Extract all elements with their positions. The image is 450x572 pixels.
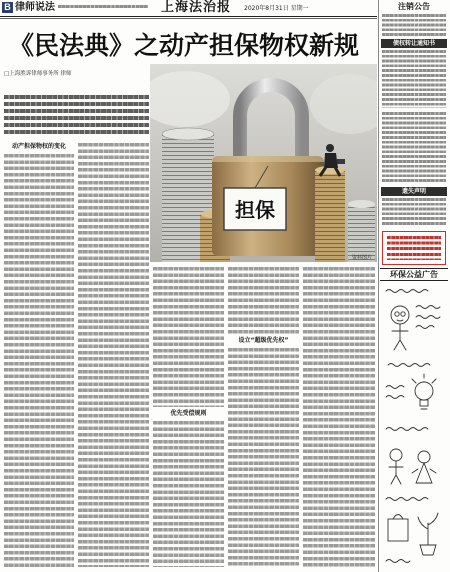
- article-column-3b: [153, 421, 224, 567]
- editor-info-line: [58, 5, 148, 10]
- paper-name: 上海法治报: [161, 0, 232, 15]
- article-column-3a: [153, 267, 224, 407]
- cartoon-people-icon: [389, 449, 436, 484]
- article-photo: [150, 64, 377, 262]
- lock-label-text: 担保: [235, 198, 275, 222]
- article-column-4a: [228, 267, 299, 334]
- subhead-changes: 动产担保物权的变化: [11, 143, 66, 150]
- advertising-contact-box: [382, 231, 446, 265]
- photo-caption: 资料图片: [352, 255, 373, 261]
- hand-drawn-cartoon-icons: [380, 283, 448, 568]
- sidebar-divider: [378, 0, 379, 572]
- article-headline: 《民法典》之动产担保物权新规: [9, 31, 360, 60]
- handwriting-squiggle: [386, 290, 428, 293]
- cancellation-notice-title: 注销公告: [398, 2, 430, 11]
- reusable-bag-icon: [388, 515, 408, 542]
- loss-statement-title: 遗失声明: [381, 187, 447, 196]
- page-logo: B: [2, 2, 13, 13]
- article-column-1: [4, 154, 74, 567]
- issue-date: 2020年8月31日 星期一: [244, 5, 309, 12]
- light-bulb-icon: [412, 374, 436, 409]
- debt-transfer-notice-text: [382, 50, 446, 108]
- loss-statement-text: [382, 198, 446, 227]
- header-rule: [0, 16, 377, 17]
- coin-stack-far-right: [348, 200, 375, 262]
- subhead-super-priority: 设立“超级优先权”: [238, 337, 289, 344]
- cancellation-notice-text: [382, 14, 446, 37]
- article-lead: [4, 95, 149, 137]
- public-ad-title: 环保公益广告: [380, 268, 448, 281]
- article-column-5: [303, 267, 375, 567]
- advertising-contact-text: [387, 236, 441, 260]
- section-name: 律师说法: [15, 2, 55, 13]
- plant-icon: [418, 513, 438, 555]
- padlock-coins-illustration: [150, 64, 377, 262]
- article-column-2: [78, 143, 149, 567]
- article-column-4b: [228, 348, 299, 567]
- public-ad-cartoons: [380, 283, 448, 568]
- subhead-priority-rules: 优先受偿规则: [170, 410, 207, 417]
- article-byline: □上海胜诉律师事务所 律师: [4, 71, 72, 77]
- debt-transfer-notice-title: 债权转让通知书: [381, 39, 447, 48]
- header-rule-thin: [0, 18, 377, 19]
- cartoon-person-icon: [391, 306, 409, 350]
- coin-stack-right: [315, 166, 345, 262]
- debt-transfer-notice-text-2: [382, 112, 446, 184]
